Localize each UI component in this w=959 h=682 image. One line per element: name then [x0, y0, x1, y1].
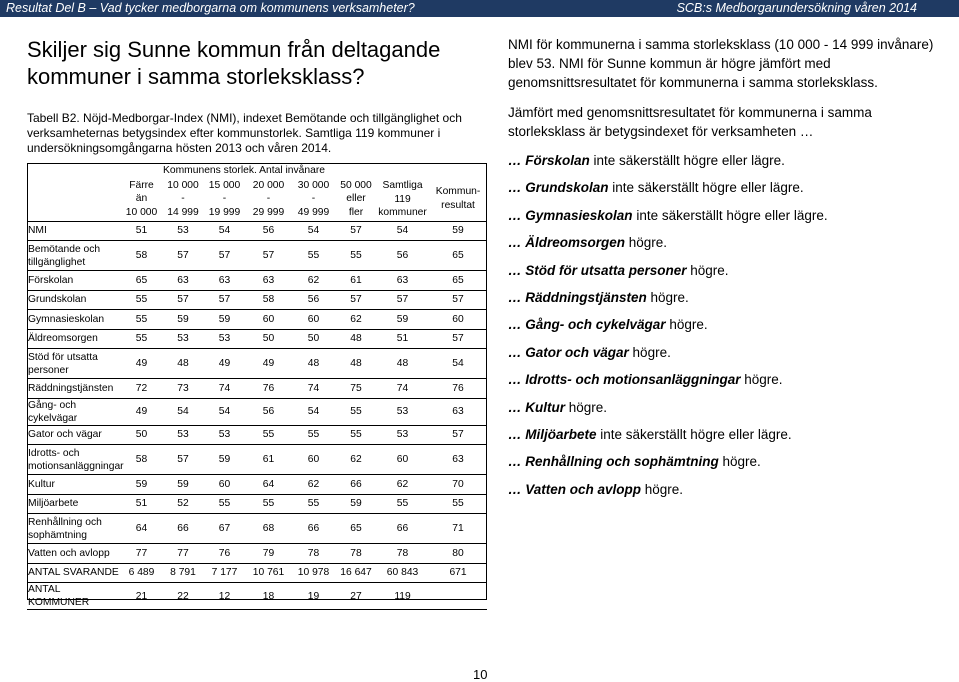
table-row — [27, 290, 487, 310]
table-cell: 74 — [203, 379, 246, 399]
table-cell: 6 489 — [120, 563, 163, 583]
table-cell: 54 — [203, 221, 246, 241]
service-name: … Miljöarbete — [508, 426, 597, 442]
list-item — [508, 398, 948, 425]
table-cell: 51 — [120, 221, 163, 241]
table-cell: 78 — [336, 544, 376, 564]
column-header: Samtliga 119 kommuner — [376, 177, 429, 221]
table-cell: 51 — [376, 329, 429, 349]
table-cell: 53 — [376, 398, 429, 425]
table-cell: 62 — [291, 475, 336, 495]
service-name: … Kultur — [508, 399, 565, 415]
table-cell: 48 — [336, 329, 376, 349]
service-name: … Äldreomsorgen — [508, 235, 626, 251]
table-cell: 78 — [376, 544, 429, 564]
section-title: Skiljer sig Sunne kommun från deltagande kommuner i samma storleksklass? — [27, 37, 441, 89]
table-cell: 55 — [120, 290, 163, 310]
table-cell: 60 — [291, 445, 336, 475]
list-item — [508, 178, 948, 205]
table-cell: 59 — [376, 310, 429, 330]
verdict-text: högre. — [628, 344, 671, 360]
service-name: … Renhållning och sophämtning — [508, 454, 719, 470]
table-cell: 55 — [336, 425, 376, 445]
table-cell: 10 978 — [291, 563, 336, 583]
service-name: … Gång- och cykelvägar — [508, 317, 666, 333]
verdict-text: högre. — [646, 289, 689, 305]
table-cell: 60 — [291, 310, 336, 330]
verdict-text: inte säkerställt högre eller lägre. — [589, 153, 785, 168]
index-comparison-intro: Jämfört med genomsnittsresultatet för kommunerna i samma storleksklass är betygsindexet för verksamheten … — [508, 105, 872, 139]
table-cell: 54 — [291, 398, 336, 425]
table-cell: 56 — [376, 241, 429, 271]
table-cell: 55 — [376, 494, 429, 514]
table-cell: 48 — [376, 349, 429, 379]
list-item — [508, 480, 948, 507]
column-header: 50 000 eller fler — [336, 177, 376, 221]
table-cell: 48 — [163, 349, 203, 379]
table-cell: 61 — [246, 445, 291, 475]
table-cell: 48 — [291, 349, 336, 379]
table-cell: 56 — [246, 398, 291, 425]
table-cell: 65 — [336, 514, 376, 544]
row-label: Renhållning och sophämtning — [27, 514, 120, 544]
table-cell: 55 — [291, 425, 336, 445]
table-cell: 60 — [429, 310, 487, 330]
table-cell: 50 — [291, 329, 336, 349]
header-left-text: Resultat Del B – Vad tycker medborgarna om kommunens verksamheter? — [6, 1, 415, 15]
row-label: Grundskolan — [27, 290, 120, 310]
table-cell: 54 — [203, 398, 246, 425]
table-group-header-row — [27, 163, 487, 177]
table-cell: 58 — [246, 290, 291, 310]
table-cell: 53 — [203, 329, 246, 349]
comparison-list — [508, 151, 948, 507]
verdict-text: högre. — [625, 235, 668, 251]
table-cell: 57 — [336, 290, 376, 310]
table-cell: 53 — [203, 425, 246, 445]
table-cell: 55 — [291, 241, 336, 271]
nmi-comparison-text: NMI för kommunerna i samma storleksklass (10 000 - 14 999 invånare) blev 53. NMI för Sunne kommun är högre jämfört med genomsnittsresultatet för kommunerna i samma storleksklass. — [508, 37, 934, 90]
verdict-text: inte säkerställt högre eller lägre. — [632, 207, 828, 223]
table-cell: 58 — [120, 241, 163, 271]
table-cell: 48 — [336, 349, 376, 379]
table-cell: 63 — [246, 271, 291, 291]
row-label: Idrotts- och motionsanläggningar — [27, 445, 120, 475]
list-item — [508, 288, 948, 315]
table-cell: 27 — [336, 583, 376, 610]
table-cell: 7 177 — [203, 563, 246, 583]
row-label: Gymnasieskolan — [27, 310, 120, 330]
table-cell: 66 — [336, 475, 376, 495]
table-cell: 63 — [203, 271, 246, 291]
table-cell: 57 — [429, 425, 487, 445]
table-cell: 56 — [246, 221, 291, 241]
table-cell: 59 — [163, 475, 203, 495]
table-cell: 18 — [246, 583, 291, 610]
results-table — [27, 163, 487, 610]
table-cell: 55 — [120, 310, 163, 330]
table-cell: 55 — [429, 494, 487, 514]
table-cell: 57 — [336, 221, 376, 241]
table-cell: 54 — [163, 398, 203, 425]
table-cell: 49 — [246, 349, 291, 379]
table-cell: 22 — [163, 583, 203, 610]
table-cell: 49 — [120, 398, 163, 425]
table-row — [27, 425, 487, 445]
table-cell: 63 — [376, 271, 429, 291]
row-label: Bemötande och tillgänglighet — [27, 241, 120, 271]
table-row — [27, 241, 487, 271]
table-cell: 76 — [203, 544, 246, 564]
table-cell: 65 — [120, 271, 163, 291]
table-cell — [429, 583, 487, 610]
table-cell: 55 — [336, 398, 376, 425]
row-label: Gång- och cykelvägar — [27, 398, 120, 425]
service-name: … Stöd för utsatta personer — [508, 262, 687, 278]
verdict-text: inte säkerställt högre eller lägre. — [596, 426, 792, 442]
table-cell: 80 — [429, 544, 487, 564]
table-cell: 72 — [120, 379, 163, 399]
table-cell: 59 — [336, 494, 376, 514]
table-cell: 55 — [291, 494, 336, 514]
table-cell: 19 — [291, 583, 336, 610]
table-cell: 55 — [246, 425, 291, 445]
table-cell: 64 — [120, 514, 163, 544]
row-label: NMI — [27, 221, 120, 241]
table-cell: 77 — [163, 544, 203, 564]
list-item — [508, 315, 948, 342]
table-cell: 53 — [163, 221, 203, 241]
verdict-text: högre. — [740, 372, 783, 388]
table-cell: 55 — [336, 241, 376, 271]
service-name: … Vatten och avlopp — [508, 481, 642, 497]
table-cell: 59 — [120, 475, 163, 495]
list-item — [508, 370, 948, 397]
table-row — [27, 221, 487, 241]
table-row — [27, 398, 487, 425]
list-item — [508, 206, 948, 233]
list-item — [508, 425, 948, 452]
table-row — [27, 514, 487, 544]
table-cell: 61 — [336, 271, 376, 291]
row-label: ANTAL SVARANDE — [27, 563, 120, 583]
table-cell: 671 — [429, 563, 487, 583]
table-cell: 16 647 — [336, 563, 376, 583]
header-right-text: SCB:s Medborgarundersökning våren 2014 — [676, 1, 917, 15]
table-cell: 62 — [291, 271, 336, 291]
table-cell: 55 — [120, 329, 163, 349]
table-row — [27, 494, 487, 514]
service-name: … Gymnasieskolan — [508, 207, 633, 223]
table-cell: 54 — [291, 221, 336, 241]
table-cell: 55 — [246, 494, 291, 514]
table-cell: 10 761 — [246, 563, 291, 583]
table-cell: 55 — [203, 494, 246, 514]
table-cell: 57 — [246, 241, 291, 271]
table-cell: 50 — [120, 425, 163, 445]
table-cell: 78 — [291, 544, 336, 564]
column-header: 30 000 - 49 999 — [291, 177, 336, 221]
column-header: Kommun- resultat — [429, 177, 487, 221]
table-row — [27, 379, 487, 399]
table-cell: 64 — [246, 475, 291, 495]
table-cell: 68 — [246, 514, 291, 544]
table-cell: 57 — [163, 290, 203, 310]
table-cell: 75 — [336, 379, 376, 399]
table-cell: 59 — [163, 310, 203, 330]
commentary — [508, 35, 948, 507]
table-cell: 119 — [376, 583, 429, 610]
table-cell: 71 — [429, 514, 487, 544]
column-header: 10 000 - 14 999 — [163, 177, 203, 221]
table-cell: 57 — [163, 241, 203, 271]
service-name: … Förskolan — [508, 153, 590, 168]
table-cell: 73 — [163, 379, 203, 399]
table-cell: 66 — [291, 514, 336, 544]
row-label: Förskolan — [27, 271, 120, 291]
table-cell: 53 — [376, 425, 429, 445]
list-item — [508, 151, 948, 178]
table-cell: 60 843 — [376, 563, 429, 583]
table-cell: 66 — [163, 514, 203, 544]
table-row — [27, 475, 487, 495]
row-label: Miljöarbete — [27, 494, 120, 514]
service-name: … Grundskolan — [508, 180, 609, 196]
table-cell: 65 — [429, 271, 487, 291]
column-header: Färre än 10 000 — [120, 177, 163, 221]
table-cell: 12 — [203, 583, 246, 610]
table-cell: 59 — [203, 310, 246, 330]
row-label: Gator och vägar — [27, 425, 120, 445]
table-cell: 21 — [120, 583, 163, 610]
table-row — [27, 349, 487, 379]
table-cell: 56 — [291, 290, 336, 310]
table-cell: 60 — [203, 475, 246, 495]
page-number: 10 — [473, 667, 488, 682]
table-caption: Tabell B2. Nöjd-Medborgar-Index (NMI), indexet Bemötande och tillgänglighet och verksamheternas betygsindex efter kommunstorlek. Samtliga 119 kommuner i undersökningsomgångarna hösten 2013 och våren 2014. — [27, 111, 462, 155]
table-cell: 63 — [429, 398, 487, 425]
table-row — [27, 271, 487, 291]
service-name: … Idrotts- och motionsanläggningar — [508, 372, 741, 388]
verdict-text: högre. — [686, 262, 729, 278]
table-row — [27, 310, 487, 330]
table-cell: 63 — [163, 271, 203, 291]
table-cell: 62 — [336, 445, 376, 475]
table-cell: 76 — [246, 379, 291, 399]
table-row — [27, 563, 487, 583]
table-cell: 66 — [376, 514, 429, 544]
column-header: 20 000 - 29 999 — [246, 177, 291, 221]
table-row — [27, 544, 487, 564]
table-cell: 57 — [203, 241, 246, 271]
list-item — [508, 452, 948, 479]
table-cell: 57 — [203, 290, 246, 310]
table-cell: 74 — [291, 379, 336, 399]
table-cell: 58 — [120, 445, 163, 475]
column-header: 15 000 - 19 999 — [203, 177, 246, 221]
table-cell: 57 — [429, 329, 487, 349]
table-cell: 79 — [246, 544, 291, 564]
table-cell: 54 — [376, 221, 429, 241]
table-cell: 53 — [163, 425, 203, 445]
verdict-text: högre. — [565, 399, 608, 415]
verdict-text: högre. — [665, 317, 708, 333]
list-item — [508, 343, 948, 370]
table-cell: 60 — [246, 310, 291, 330]
row-label: Vatten och avlopp — [27, 544, 120, 564]
table-cell: 57 — [376, 290, 429, 310]
verdict-text: inte säkerställt högre eller lägre. — [608, 180, 804, 196]
table-cell: 70 — [429, 475, 487, 495]
table-cell: 76 — [429, 379, 487, 399]
table-cell: 54 — [429, 349, 487, 379]
table-cell: 62 — [336, 310, 376, 330]
table-cell: 65 — [429, 241, 487, 271]
table-cell: 49 — [203, 349, 246, 379]
table-cell: 57 — [429, 290, 487, 310]
table-cell: 49 — [120, 349, 163, 379]
table-cell: 77 — [120, 544, 163, 564]
table-row — [27, 445, 487, 475]
table-cell: 59 — [203, 445, 246, 475]
table-cell: 63 — [429, 445, 487, 475]
table-column-header-row — [27, 177, 487, 221]
table-cell: 60 — [376, 445, 429, 475]
list-item — [508, 233, 948, 260]
row-label: Stöd för utsatta personer — [27, 349, 120, 379]
row-label: Kultur — [27, 475, 120, 495]
table-cell: 52 — [163, 494, 203, 514]
group-header: Kommunens storlek. Antal invånare — [163, 165, 325, 176]
table-cell: 50 — [246, 329, 291, 349]
table-cell: 53 — [163, 329, 203, 349]
verdict-text: högre. — [641, 481, 684, 497]
table-cell: 74 — [376, 379, 429, 399]
table-cell: 57 — [163, 445, 203, 475]
table-cell: 51 — [120, 494, 163, 514]
table-row — [27, 583, 487, 610]
table-cell: 59 — [429, 221, 487, 241]
table-cell: 67 — [203, 514, 246, 544]
service-name: … Gator och vägar — [508, 344, 629, 360]
list-item — [508, 261, 948, 288]
row-label: Äldreomsorgen — [27, 329, 120, 349]
row-label: Räddningstjänsten — [27, 379, 120, 399]
table-row — [27, 329, 487, 349]
verdict-text: högre. — [718, 454, 761, 470]
table-cell: 8 791 — [163, 563, 203, 583]
row-label: ANTAL KOMMUNER — [27, 583, 120, 610]
running-header — [0, 0, 959, 17]
table-cell: 62 — [376, 475, 429, 495]
service-name: … Räddningstjänsten — [508, 289, 647, 305]
